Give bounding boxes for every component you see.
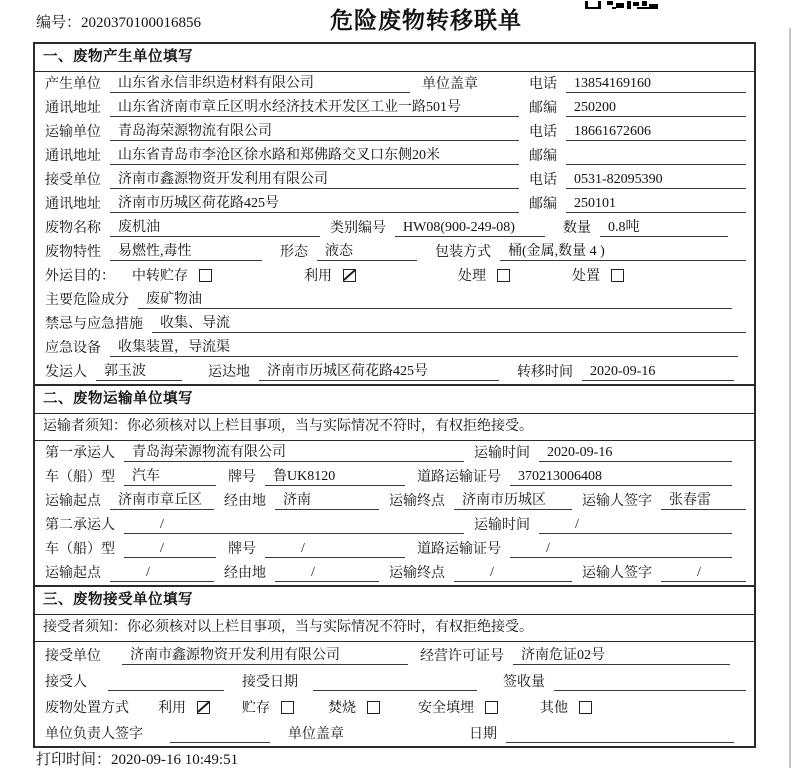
route-via-label: 经由地 <box>224 494 266 509</box>
receiver-notice: 接受者须知：你必须核对以上栏目事项，当与实际情况不符时，有权拒绝接受。 <box>35 615 754 642</box>
hazard-label: 主要危险成分 <box>45 293 129 308</box>
signoff-row <box>35 720 754 746</box>
road-cert-label: 道路运输证号 <box>417 470 501 485</box>
responsible-sign-value <box>170 726 270 743</box>
utilize-checkbox <box>343 269 356 282</box>
zip-label: 邮编 <box>529 197 557 212</box>
receiver-zip-value: 250101 <box>566 196 746 213</box>
transport-time-value: 2020-09-16 <box>539 445 732 462</box>
acceptor-value <box>108 674 224 691</box>
transfer-time-label: 转移时间 <box>517 365 573 380</box>
route1-row <box>35 489 754 513</box>
zip-label: 邮编 <box>529 149 557 164</box>
section3-header: 三、废物接受单位填写 <box>35 585 754 615</box>
route-start-label: 运输起点 <box>45 566 101 581</box>
vehicle-type-label: 车（船）型 <box>45 470 115 485</box>
transporter-sign-value: / <box>661 565 746 582</box>
page-edge-line <box>789 28 791 768</box>
plate-value: / <box>265 541 405 558</box>
purpose-option-dispose: 处置 <box>572 269 600 284</box>
transfer-time-value: 2020-09-16 <box>582 364 734 381</box>
transporter-sign-label: 运输人签字 <box>582 566 652 581</box>
signed-quantity-label: 签收量 <box>503 675 545 690</box>
producer-label: 产生单位 <box>45 77 101 92</box>
purpose-option-treat: 处理 <box>458 269 486 284</box>
waste-properties-value: 易燃性,毒性 <box>110 240 262 261</box>
qr-code-fragment-icon <box>585 0 659 9</box>
route-end-label: 运输终点 <box>389 566 445 581</box>
category-code-value: HW08(900-249-08) <box>395 220 545 237</box>
route2-row <box>35 561 754 585</box>
shipper-row <box>35 360 754 384</box>
date-value <box>506 726 734 743</box>
producer-address-row <box>35 96 754 120</box>
print-time <box>36 748 238 768</box>
purpose-option-utilize: 利用 <box>304 269 332 284</box>
emergency-equipment-row <box>35 336 754 360</box>
road-cert-value: 370213006408 <box>510 469 732 486</box>
form-state-value: 液态 <box>317 240 417 261</box>
transporter-notice: 运输者须知：你必须核对以上栏目事项，当与实际情况不符时，有权拒绝接受。 <box>35 414 754 441</box>
waste-name-label: 废物名称 <box>45 221 101 236</box>
transporter-label: 运输单位 <box>45 125 101 140</box>
transfer-form-table <box>33 42 756 748</box>
license-label: 经营许可证号 <box>420 649 504 664</box>
transport-time-label: 运输时间 <box>474 518 530 533</box>
accept-unit-value: 济南市鑫源物资开发利用有限公司 <box>122 644 408 665</box>
emergency-measures-row <box>35 312 754 336</box>
plate-label: 牌号 <box>228 470 256 485</box>
incinerate-checkbox <box>367 701 380 714</box>
producer-value: 山东省永信非织造材料有限公司 <box>110 72 410 93</box>
purpose-option-storage: 中转贮存 <box>132 269 188 284</box>
route-via-label: 经由地 <box>224 566 266 581</box>
shipper-label: 发运人 <box>45 365 87 380</box>
disposal-method-row <box>35 694 754 720</box>
waste-properties-label: 废物特性 <box>45 245 101 260</box>
utilize-checkbox <box>197 701 210 714</box>
signed-quantity-value <box>554 674 746 691</box>
address-label: 通讯地址 <box>45 101 101 116</box>
accept-date-value <box>313 674 477 691</box>
road-cert-label: 道路运输证号 <box>417 542 501 557</box>
category-code-label: 类别编号 <box>330 221 386 236</box>
disposal-option-landfill: 安全填埋 <box>418 701 474 716</box>
vehicle1-row <box>35 465 754 489</box>
date-label: 日期 <box>469 727 497 742</box>
section1-header: 一、废物产生单位填写 <box>35 44 754 72</box>
unit-seal-label: 单位盖章 <box>422 77 478 92</box>
hazard-value: 废矿物油 <box>138 288 732 309</box>
receiver-label: 接受单位 <box>45 173 101 188</box>
receiver-unit-row <box>35 168 754 192</box>
transporter-address-value: 山东省青岛市李沧区徐水路和郑佛路交叉口东侧20米 <box>110 144 519 165</box>
first-carrier-row <box>35 441 754 465</box>
measures-label: 禁忌与应急措施 <box>45 317 143 332</box>
receiver-address-row <box>35 192 754 216</box>
hazard-component-row <box>35 288 754 312</box>
packaging-label: 包装方式 <box>435 245 491 260</box>
address-label: 通讯地址 <box>45 149 101 164</box>
vehicle2-row <box>35 537 754 561</box>
accept-date-label: 接受日期 <box>242 675 298 690</box>
serial-value: 2020370100016856 <box>81 15 202 31</box>
transporter-zip-value <box>566 148 746 165</box>
route-end-value: / <box>454 565 572 582</box>
accept-unit-row <box>35 642 754 668</box>
route-start-label: 运输起点 <box>45 494 101 509</box>
unit-seal-label: 单位盖章 <box>288 727 344 742</box>
print-time-label: 打印时间： <box>36 752 112 768</box>
equipment-label: 应急设备 <box>45 341 101 356</box>
receiver-value: 济南市鑫源物资开发利用有限公司 <box>110 168 519 189</box>
page-title: 危险废物转移联单 <box>330 8 522 33</box>
plate-value: 鲁UK8120 <box>265 465 405 486</box>
phone-label: 电话 <box>529 77 557 92</box>
receiver-address-value: 济南市历城区荷花路425号 <box>110 192 519 213</box>
other-checkbox <box>579 701 592 714</box>
producer-zip-value: 250200 <box>566 100 746 117</box>
disposal-option-incinerate: 焚烧 <box>328 701 356 716</box>
second-carrier-value: / <box>124 517 464 534</box>
first-carrier-value: 青岛海荣源物流有限公司 <box>124 441 464 462</box>
route-end-value: 济南市历城区 <box>454 489 572 510</box>
responsible-sign-label: 单位负责人签字 <box>45 727 143 742</box>
equipment-value: 收集装置，导流渠 <box>110 336 738 357</box>
form-state-label: 形态 <box>280 245 308 260</box>
disposal-method-label: 废物处置方式 <box>45 701 129 716</box>
section2-header: 二、废物运输单位填写 <box>35 384 754 414</box>
transport-time-label: 运输时间 <box>474 446 530 461</box>
measures-value: 收集、导流 <box>152 312 746 333</box>
print-time-value: 2020-09-16 10:49:51 <box>111 752 239 768</box>
waste-properties-row <box>35 240 754 264</box>
route-start-value: / <box>110 565 214 582</box>
vehicle-type-value: 汽车 <box>124 465 216 486</box>
quantity-value: 0.8吨 <box>600 216 728 237</box>
destination-label: 运达地 <box>208 365 250 380</box>
route-via-value: / <box>275 565 379 582</box>
producer-unit-row <box>35 72 754 96</box>
second-carrier-label: 第二承运人 <box>45 518 115 533</box>
transport-time-value: / <box>539 517 732 534</box>
serial-label: 编号： <box>36 15 82 31</box>
acceptor-row <box>35 668 754 694</box>
landfill-checkbox <box>485 701 498 714</box>
storage-checkbox <box>199 269 212 282</box>
transporter-address-row <box>35 144 754 168</box>
zip-label: 邮编 <box>529 101 557 116</box>
road-cert-value: / <box>510 541 732 558</box>
waste-name-value: 废机油 <box>110 216 320 237</box>
producer-address-value: 山东省济南市章丘区明水经济技术开发区工业一路501号 <box>110 96 519 117</box>
waste-name-row <box>35 216 754 240</box>
vehicle-type-label: 车（船）型 <box>45 542 115 557</box>
destination-value: 济南市历城区荷花路425号 <box>259 360 499 381</box>
address-label: 通讯地址 <box>45 197 101 212</box>
first-carrier-label: 第一承运人 <box>45 446 115 461</box>
plate-label: 牌号 <box>228 542 256 557</box>
disposal-option-store: 贮存 <box>242 701 270 716</box>
form-serial-number <box>36 11 201 32</box>
disposal-option-utilize: 利用 <box>158 701 186 716</box>
vehicle-type-value: / <box>124 541 216 558</box>
receiver-phone-value: 0531-82095390 <box>566 172 746 189</box>
transfer-purpose-row <box>35 264 754 288</box>
transporter-phone-value: 18661672606 <box>566 124 746 141</box>
route-start-value: 济南市章丘区 <box>110 489 214 510</box>
license-value: 济南危证02号 <box>513 644 730 665</box>
treat-checkbox <box>497 269 510 282</box>
transporter-value: 青岛海荣源物流有限公司 <box>110 120 519 141</box>
route-via-value: 济南 <box>275 489 379 510</box>
phone-label: 电话 <box>529 173 557 188</box>
disposal-option-other: 其他 <box>540 701 568 716</box>
transporter-sign-value: 张春雷 <box>661 489 746 510</box>
route-end-label: 运输终点 <box>389 494 445 509</box>
purpose-label: 外运目的： <box>45 269 115 284</box>
shipper-value: 郭玉波 <box>96 360 182 381</box>
packaging-value: 桶(金属,数量 4 ) <box>500 240 746 261</box>
quantity-label: 数量 <box>563 221 591 236</box>
acceptor-label: 接受人 <box>45 675 87 690</box>
store-checkbox <box>281 701 294 714</box>
transporter-unit-row <box>35 120 754 144</box>
phone-label: 电话 <box>529 125 557 140</box>
second-carrier-row <box>35 513 754 537</box>
dispose-checkbox <box>611 269 624 282</box>
producer-phone-value: 13854169160 <box>566 76 746 93</box>
transporter-sign-label: 运输人签字 <box>582 494 652 509</box>
accept-unit-label: 接受单位 <box>45 649 101 664</box>
